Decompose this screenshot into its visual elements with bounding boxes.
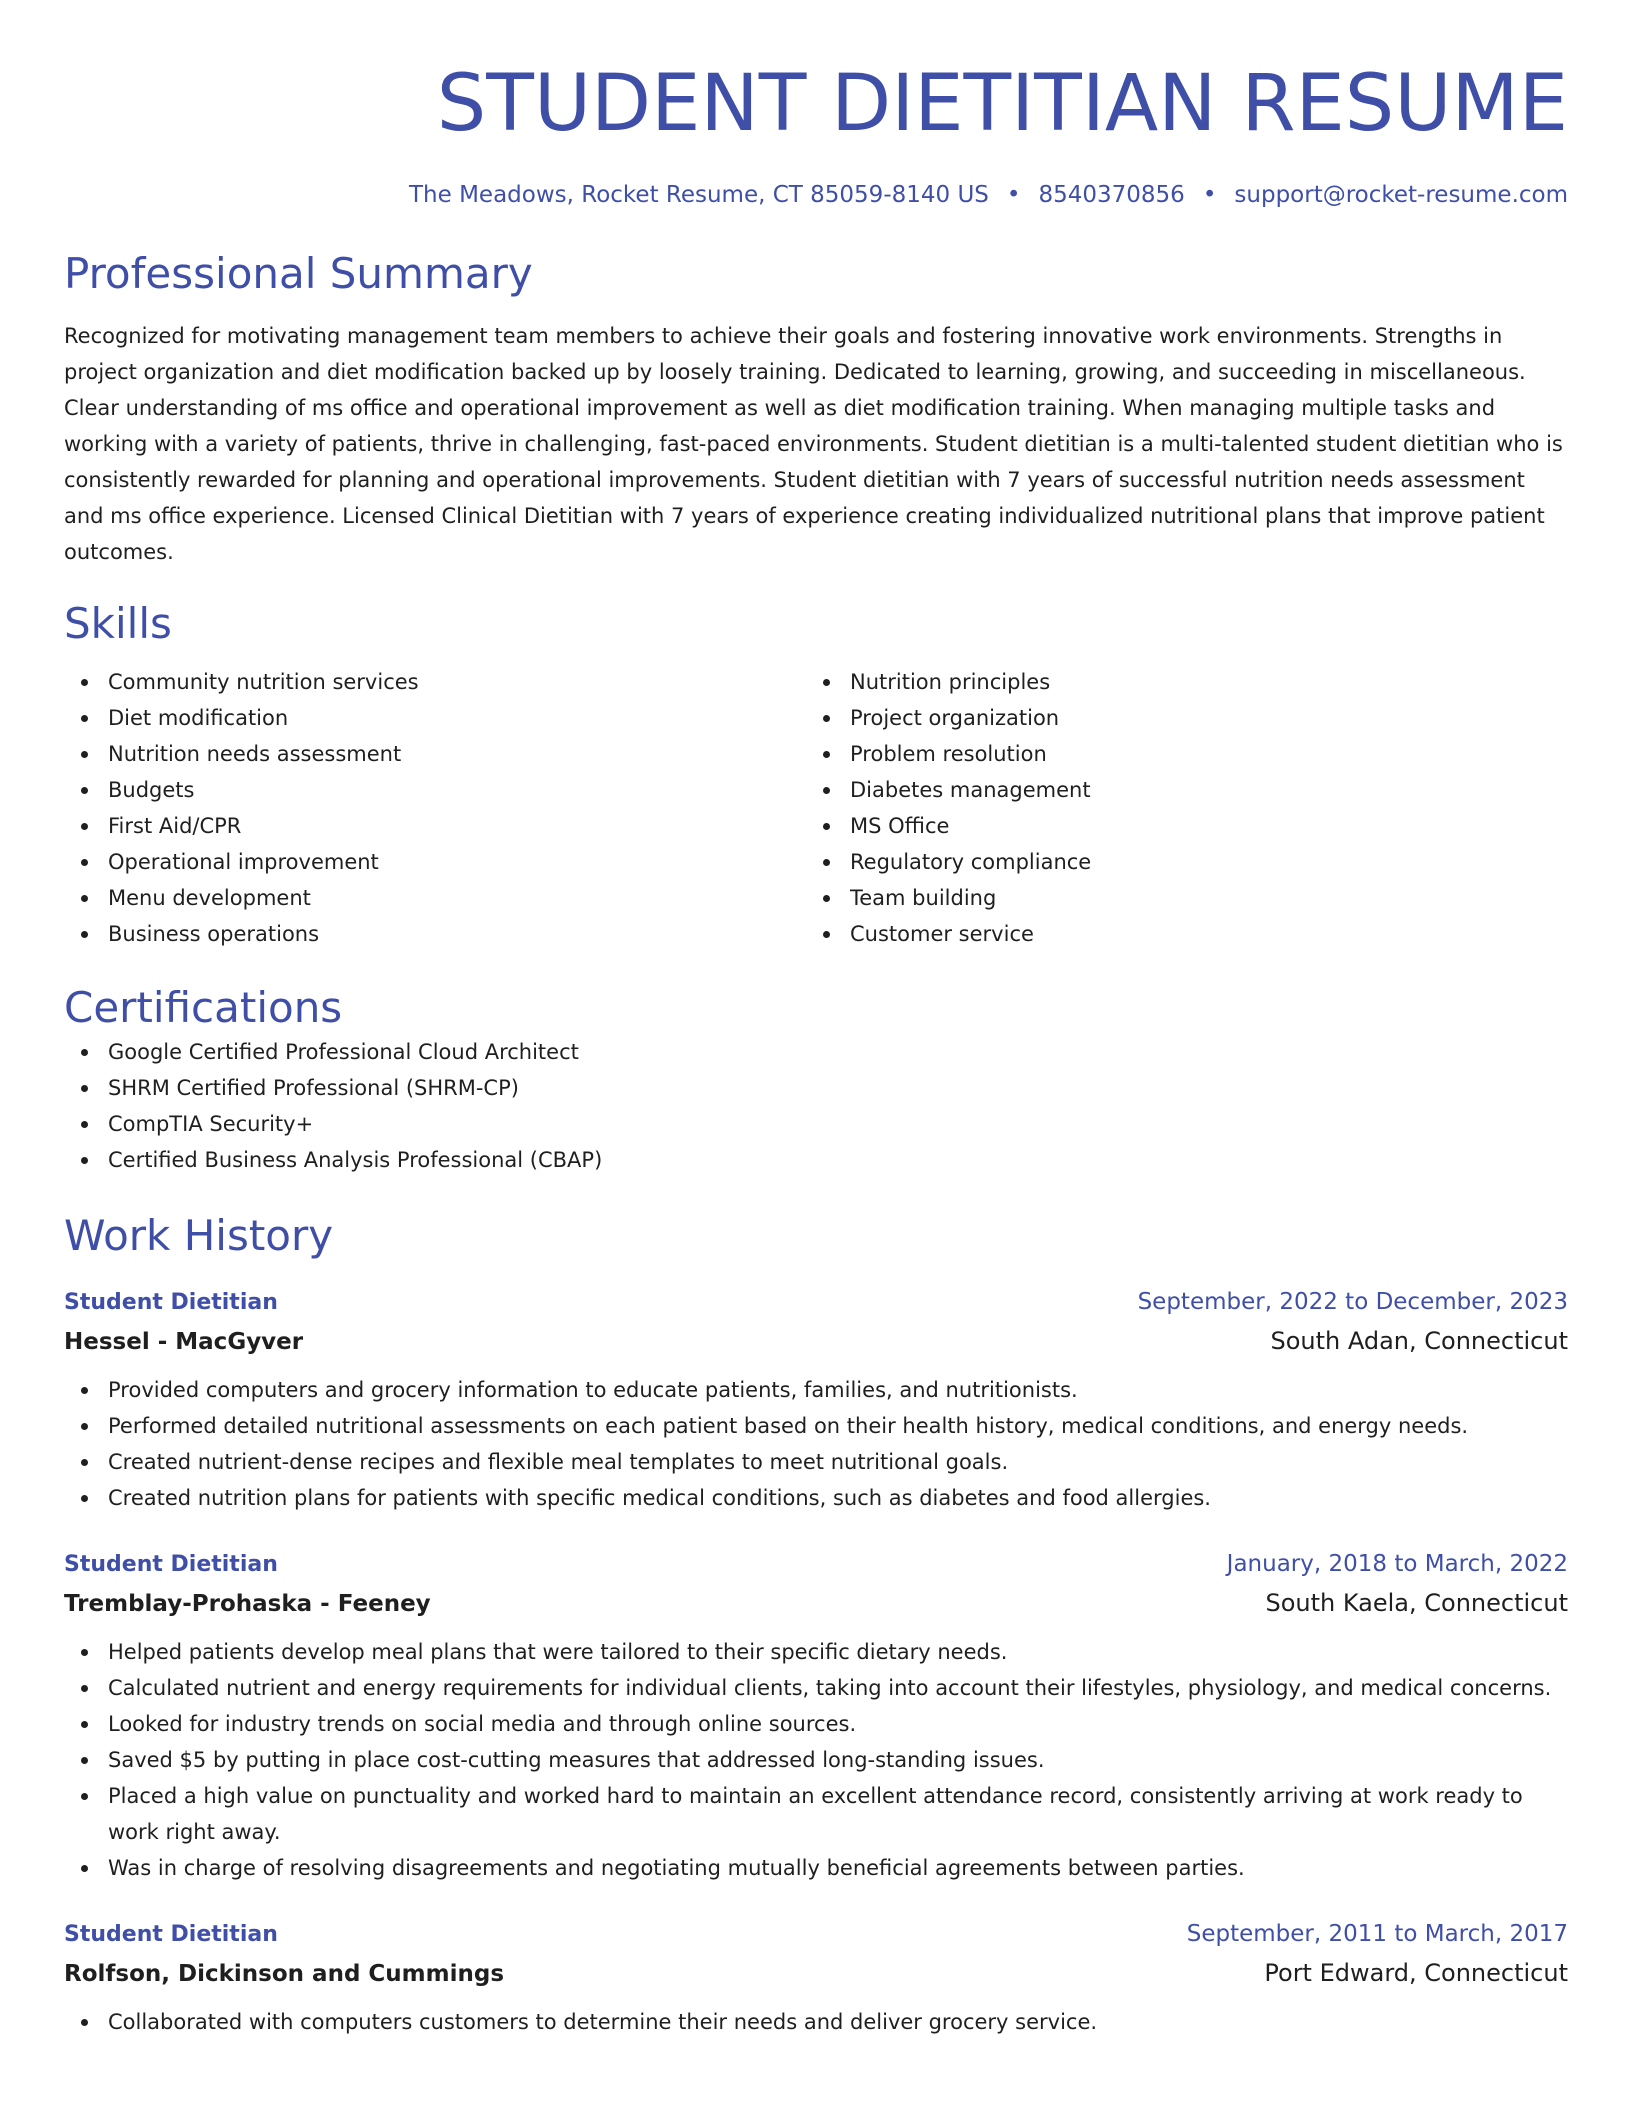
- skill-item: Diabetes management: [806, 772, 1548, 808]
- skills-column-right: [806, 664, 1548, 952]
- skills-heading: Skills: [64, 599, 172, 648]
- job-bullets: [64, 2004, 1568, 2040]
- job-company-row: [64, 1321, 1568, 1362]
- certification-item: SHRM Certified Professional (SHRM-CP): [64, 1070, 1568, 1106]
- job-location: South Kaela, Connecticut: [1265, 1589, 1568, 1617]
- skill-item: Operational improvement: [64, 844, 806, 880]
- skill-item: Business operations: [64, 916, 806, 952]
- certification-item: Google Certified Professional Cloud Architect: [64, 1034, 1568, 1070]
- job-bullets: [64, 1372, 1568, 1516]
- job-location: South Adan, Connecticut: [1270, 1327, 1568, 1355]
- skills-list-left: [64, 664, 806, 952]
- contact-separator: •: [1006, 182, 1021, 208]
- job-entry: [64, 1284, 1568, 1516]
- job-bullet: Performed detailed nutritional assessments on each patient based on their health history, medical conditions, and energy needs.: [64, 1408, 1568, 1444]
- certification-item: CompTIA Security+: [64, 1106, 1568, 1142]
- job-company-row: [64, 1583, 1568, 1624]
- skills-list-right: [806, 664, 1548, 952]
- job-location: Port Edward, Connecticut: [1264, 1959, 1568, 1987]
- skill-item: Nutrition principles: [806, 664, 1548, 700]
- contact-separator: •: [1202, 182, 1217, 208]
- skill-item: Regulatory compliance: [806, 844, 1548, 880]
- job-bullet: Collaborated with computers customers to determine their needs and deliver grocery service.: [64, 2004, 1568, 2040]
- skill-item: Team building: [806, 880, 1548, 916]
- contact-phone: 8540370856: [1038, 182, 1185, 208]
- contact-address: The Meadows, Rocket Resume, CT 85059-8140 US: [408, 182, 989, 208]
- job-bullets: [64, 1634, 1568, 1886]
- skill-item: Budgets: [64, 772, 806, 808]
- skill-item: MS Office: [806, 808, 1548, 844]
- job-header-row: [64, 1916, 1568, 1953]
- job-dates: September, 2011 to March, 2017: [1186, 1921, 1568, 1947]
- summary-heading: Professional Summary: [64, 249, 533, 298]
- job-bullet: Created nutrient-dense recipes and flexible meal templates to meet nutritional goals.: [64, 1444, 1568, 1480]
- contact-line: [64, 180, 1568, 210]
- job-bullet: Created nutrition plans for patients with specific medical conditions, such as diabetes and food allergies.: [64, 1480, 1568, 1516]
- job-entry: [64, 1546, 1568, 1886]
- job-entry: [64, 1916, 1568, 2040]
- job-bullet: Helped patients develop meal plans that were tailored to their specific dietary needs.: [64, 1634, 1568, 1670]
- job-company: Tremblay-Prohaska - Feeney: [64, 1591, 431, 1617]
- skill-item: Diet modification: [64, 700, 806, 736]
- summary-text: Recognized for motivating management team members to achieve their goals and fostering innovative work environments. Strengths in project organization and diet modification backed up by loosely training. Dedicated to learning, growing, and succeeding in miscellaneous. Clear understanding of ms office and operational improvement as well as diet modification training. When managing multiple tasks and working with a variety of patients, thrive in challenging, fast-paced environments. Student dietitian is a multi-talented student dietitian who is consistently rewarded for planning and operational improvements. Student dietitian with 7 years of successful nutrition needs assessment and ms office experience. Licensed Clinical Dietitian with 7 years of experience creating individualized nutritional plans that improve patient outcomes.: [64, 324, 1563, 564]
- job-header-row: [64, 1284, 1568, 1321]
- job-company-row: [64, 1953, 1568, 1994]
- job-bullet: Placed a high value on punctuality and worked hard to maintain an excellent attendance record, consistently arriving at work ready to work right away.: [64, 1778, 1568, 1850]
- job-bullet: Calculated nutrient and energy requirements for individual clients, taking into account their lifestyles, physiology, and medical concerns.: [64, 1670, 1568, 1706]
- certifications-list: [64, 1034, 1568, 1178]
- skills-grid: [64, 664, 1568, 952]
- job-bullet: Was in charge of resolving disagreements and negotiating mutually beneficial agreements between parties.: [64, 1850, 1568, 1886]
- skill-item: Nutrition needs assessment: [64, 736, 806, 772]
- certification-item: Certified Business Analysis Professional (CBAP): [64, 1142, 1568, 1178]
- work-history-heading: Work History: [64, 1211, 334, 1260]
- job-role: Student Dietitian: [64, 1922, 278, 1947]
- certifications-heading: Certifications: [64, 983, 343, 1032]
- job-dates: September, 2022 to December, 2023: [1137, 1289, 1568, 1315]
- job-bullet: Saved $5 by putting in place cost-cutting measures that addressed long-standing issues.: [64, 1742, 1568, 1778]
- job-company: Rolfson, Dickinson and Cummings: [64, 1961, 505, 1987]
- contact-email: support@rocket-resume.com: [1234, 182, 1568, 208]
- skill-item: First Aid/CPR: [64, 808, 806, 844]
- resume-title: STUDENT DIETITIAN RESUME: [436, 59, 1568, 149]
- skill-item: Community nutrition services: [64, 664, 806, 700]
- job-role: Student Dietitian: [64, 1290, 278, 1315]
- skill-item: Customer service: [806, 916, 1548, 952]
- skill-item: Project organization: [806, 700, 1548, 736]
- job-role: Student Dietitian: [64, 1552, 278, 1577]
- job-bullet: Provided computers and grocery information to educate patients, families, and nutritionists.: [64, 1372, 1568, 1408]
- skills-column-left: [64, 664, 806, 952]
- job-dates: January, 2018 to March, 2022: [1226, 1551, 1568, 1577]
- job-bullet: Looked for industry trends on social media and through online sources.: [64, 1706, 1568, 1742]
- job-company: Hessel - MacGyver: [64, 1329, 304, 1355]
- skill-item: Problem resolution: [806, 736, 1548, 772]
- skill-item: Menu development: [64, 880, 806, 916]
- job-header-row: [64, 1546, 1568, 1583]
